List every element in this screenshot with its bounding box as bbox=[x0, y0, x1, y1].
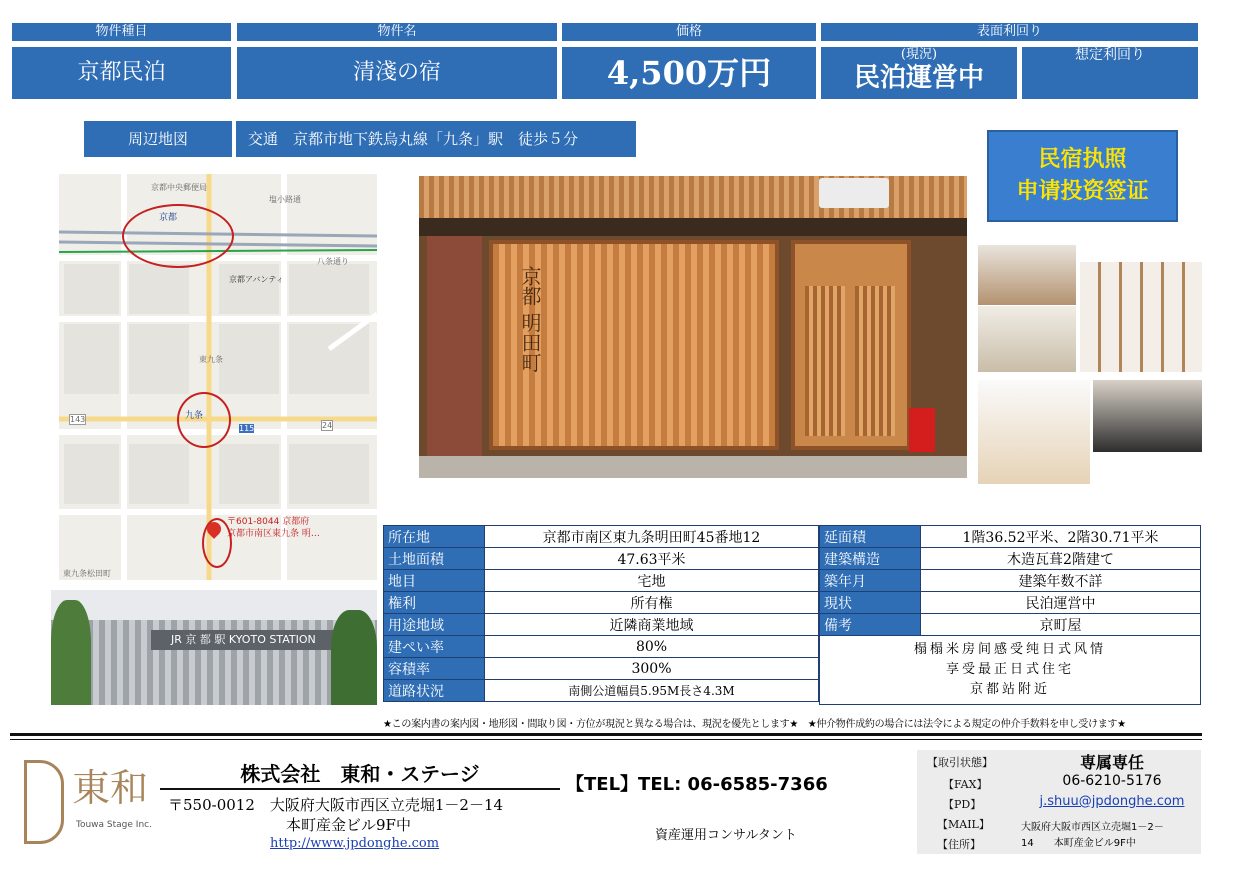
company-logo bbox=[24, 760, 154, 845]
table-row bbox=[384, 592, 819, 614]
remarks-cell bbox=[820, 636, 1201, 705]
name-header: 物件名 bbox=[237, 23, 557, 41]
table-row bbox=[384, 614, 819, 636]
contact-value: 06-6210-5176 bbox=[1062, 773, 1162, 789]
contact-label: 【住所】 bbox=[937, 838, 981, 851]
area-map[interactable] bbox=[59, 174, 377, 580]
remark-line: 榻榻米房间感受纯日式风情 bbox=[913, 642, 1106, 657]
email-link[interactable]: j.shuu@jpdonghe.com bbox=[1039, 794, 1185, 809]
table-row bbox=[820, 570, 1201, 592]
facade-photo bbox=[419, 176, 967, 478]
row-label: 地目 bbox=[384, 570, 485, 592]
row-label: 建ぺい率 bbox=[384, 636, 485, 658]
table-row bbox=[820, 548, 1201, 570]
map-label-hachijo: 八条通り bbox=[317, 257, 349, 266]
interior-photo-4 bbox=[978, 380, 1090, 484]
contact-label: 【FAX】 bbox=[943, 778, 988, 791]
type-value: 京都民泊 bbox=[12, 47, 231, 99]
company-name: 株式会社 東和・ステージ bbox=[240, 762, 480, 786]
property-table-right bbox=[819, 525, 1201, 705]
divider bbox=[10, 739, 1202, 740]
map-label-kujo: 九条 bbox=[185, 411, 204, 421]
facade-sign: 京都 明田町 bbox=[518, 266, 542, 373]
yield-header: 表面利回り bbox=[821, 23, 1198, 41]
license-badge bbox=[987, 130, 1178, 222]
access-info: 交通 京都市地下鉄烏丸線「九条」駅 徒歩５分 bbox=[236, 121, 636, 157]
company-address-2: 本町産金ビル9F中 bbox=[286, 816, 411, 834]
contact-value: 14 本町産金ビル9F中 bbox=[1021, 838, 1136, 849]
table-row bbox=[384, 636, 819, 658]
row-label: 所在地 bbox=[384, 526, 485, 548]
row-label: 権利 bbox=[384, 592, 485, 614]
table-row bbox=[384, 658, 819, 680]
table-row bbox=[384, 548, 819, 570]
tel-number: 【TEL】TEL: 06-6585-7366 bbox=[566, 774, 828, 795]
row-value: 民泊運営中 bbox=[921, 592, 1201, 614]
contact-box bbox=[917, 750, 1201, 854]
map-label-avanti: 京都アバンティ bbox=[229, 275, 284, 284]
kujo-station-circle bbox=[177, 392, 231, 448]
logo-sub: Touwa Stage Inc. bbox=[76, 820, 152, 830]
property-table-left bbox=[383, 525, 819, 702]
row-value: 80% bbox=[485, 636, 819, 658]
contact-value: 大阪府大阪市西区立売堀1－2－ bbox=[1021, 822, 1164, 833]
badge-line2: 申请投资签证 bbox=[1016, 179, 1149, 204]
badge-line1: 民宿执照 bbox=[1038, 147, 1127, 172]
table-row bbox=[384, 526, 819, 548]
contact-label: 【取引状態】 bbox=[927, 756, 993, 769]
kyoto-station-circle bbox=[122, 204, 234, 268]
consultant-label: 資産運用コンサルタント bbox=[655, 828, 797, 843]
name-value: 清淺の宿 bbox=[237, 47, 557, 99]
map-label-postcode: 〒601-8044 京都府 bbox=[227, 517, 310, 527]
row-value: 近隣商業地域 bbox=[485, 614, 819, 636]
current-value: 民泊運営中 bbox=[853, 63, 984, 93]
divider bbox=[160, 788, 560, 790]
table-row bbox=[384, 680, 819, 702]
map-label-kyoto: 京都 bbox=[159, 213, 178, 223]
company-url-link[interactable]: http://www.jpdonghe.com bbox=[270, 836, 440, 851]
row-value: 京町屋 bbox=[921, 614, 1201, 636]
divider bbox=[10, 733, 1202, 736]
interior-photo-1 bbox=[978, 245, 1076, 305]
row-value: 南側公道幅員5.95M長さ4.3M bbox=[485, 680, 819, 702]
contact-value: 専属専任 bbox=[1079, 753, 1144, 772]
table-row bbox=[820, 592, 1201, 614]
kyoto-station-photo bbox=[51, 590, 377, 705]
row-label: 建築構造 bbox=[820, 548, 921, 570]
table-row bbox=[820, 526, 1201, 548]
row-label: 容積率 bbox=[384, 658, 485, 680]
map-label-route115: 115 bbox=[239, 424, 255, 433]
logo-text: 東和 bbox=[72, 766, 149, 810]
map-label-route24: 24 bbox=[322, 421, 333, 430]
map-title: 周辺地図 bbox=[84, 121, 232, 157]
row-value: 所有権 bbox=[485, 592, 819, 614]
price-value: 4,500万円 bbox=[562, 47, 816, 99]
company-address-1: 〒550-0012 大阪府大阪市西区立売堀1－2－14 bbox=[168, 796, 504, 814]
table-row bbox=[820, 614, 1201, 636]
contact-label: 【PD】 bbox=[943, 798, 982, 811]
table-row bbox=[384, 570, 819, 592]
row-value: 300% bbox=[485, 658, 819, 680]
row-label: 土地面積 bbox=[384, 548, 485, 570]
current-label: (現況) bbox=[900, 47, 938, 62]
row-label: 道路状況 bbox=[384, 680, 485, 702]
map-label-matsuda: 東九条松田町 bbox=[63, 569, 111, 578]
map-label-shiokoji: 塩小路通 bbox=[269, 195, 301, 204]
row-value: 47.63平米 bbox=[485, 548, 819, 570]
price-header: 価格 bbox=[562, 23, 816, 41]
row-value: 京都市南区東九条明田町45番地12 bbox=[485, 526, 819, 548]
logo-mark bbox=[24, 760, 64, 844]
current-status-box bbox=[821, 47, 1017, 99]
interior-photo-5 bbox=[1093, 380, 1202, 452]
row-value: 1階36.52平米、2階30.71平米 bbox=[921, 526, 1201, 548]
type-header: 物件種目 bbox=[12, 23, 231, 41]
map-label-address: 京都市南区東九条 明… bbox=[227, 529, 320, 539]
map-label-higashikujo: 東九条 bbox=[199, 355, 223, 364]
row-label: 延面積 bbox=[820, 526, 921, 548]
row-value: 建築年数不詳 bbox=[921, 570, 1201, 592]
station-sign: JR 京 都 駅 KYOTO STATION bbox=[151, 630, 371, 650]
interior-photo-2 bbox=[978, 306, 1076, 372]
assumed-yield: 想定利回り bbox=[1022, 47, 1198, 99]
table-row bbox=[820, 636, 1201, 705]
row-label: 用途地域 bbox=[384, 614, 485, 636]
row-value: 木造瓦葺2階建て bbox=[921, 548, 1201, 570]
row-label: 備考 bbox=[820, 614, 921, 636]
disclaimer: ★この案内書の案内図・地形図・間取り図・方位が現況と異なる場合は、現況を優先とします★ ★仲介物件成約の場合には法令による規定の仲介手数料を申し受けます★ bbox=[383, 719, 1126, 729]
row-label: 現状 bbox=[820, 592, 921, 614]
row-value: 宅地 bbox=[485, 570, 819, 592]
contact-label: 【MAIL】 bbox=[937, 818, 990, 831]
map-label-route143: 143 bbox=[70, 415, 86, 424]
remark-line: 享受最正日式住宅 bbox=[945, 662, 1074, 677]
remark-line: 京都站附近 bbox=[969, 682, 1050, 697]
interior-photo-3 bbox=[1080, 262, 1202, 372]
row-label: 築年月 bbox=[820, 570, 921, 592]
map-label-post: 京都中央郵便局 bbox=[151, 183, 207, 192]
